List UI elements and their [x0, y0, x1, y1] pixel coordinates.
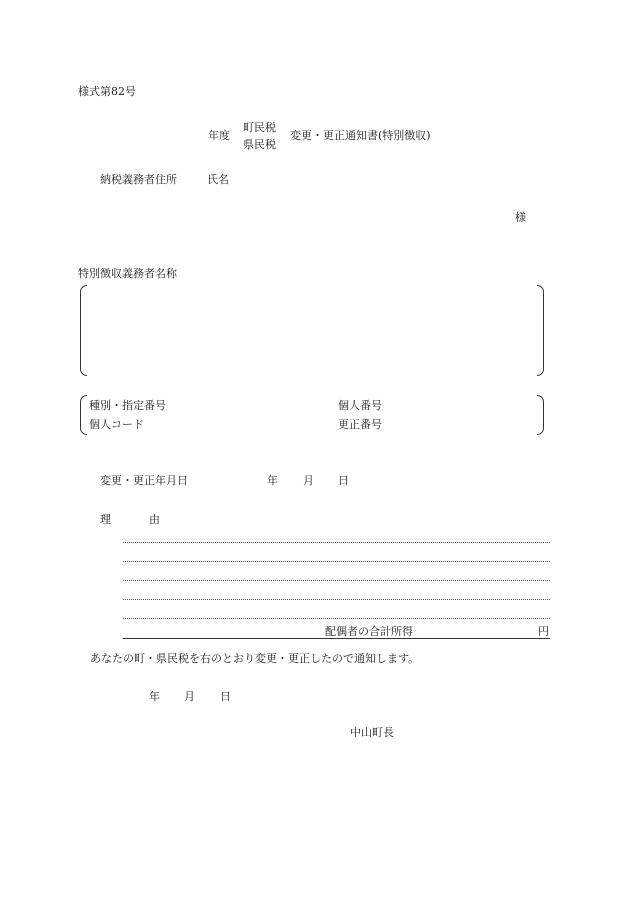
reason-line	[123, 561, 550, 562]
collector-bracket-right	[537, 285, 544, 376]
codes-bracket-right	[537, 395, 544, 435]
spouse-income-underline	[123, 638, 550, 639]
spouse-income-unit: 円	[538, 625, 549, 638]
title-tax-town: 町民税	[243, 121, 276, 134]
change-date-year: 年	[267, 474, 278, 487]
type-designation-label: 種別・指定番号	[89, 399, 166, 412]
issue-date-day: 日	[220, 690, 231, 703]
personal-code-label: 個人コード	[89, 418, 144, 431]
honorific: 様	[515, 211, 526, 224]
reason-line	[123, 599, 550, 600]
reason-line	[123, 580, 550, 581]
correction-number-label: 更正番号	[338, 418, 382, 431]
taxpayer-address-label: 納税義務者住所	[100, 173, 177, 186]
title-name: 変更・更正通知書(特別徴収)	[290, 129, 431, 142]
title-year: 年度	[208, 129, 230, 142]
spouse-income-label: 配偶者の合計所得	[325, 625, 413, 638]
reason-label-1: 理	[100, 513, 111, 526]
change-date-day: 日	[338, 474, 349, 487]
reason-label-2: 由	[149, 513, 160, 526]
codes-bracket-left	[80, 395, 87, 435]
collector-name-label: 特別徴収義務者名称	[78, 267, 177, 280]
issue-date-year: 年	[149, 690, 160, 703]
reason-line	[123, 618, 550, 619]
title-tax-prefecture: 県民税	[243, 138, 276, 151]
change-date-label: 変更・更正年月日	[100, 474, 188, 487]
individual-number-label: 個人番号	[338, 399, 382, 412]
change-date-month: 月	[303, 474, 314, 487]
notice-text: あなたの町・県民税を右のとおり変更・更正したので通知します。	[90, 652, 420, 665]
collector-bracket-left	[80, 285, 87, 376]
reason-line	[123, 542, 550, 543]
form-number: 様式第82号	[78, 85, 136, 98]
issue-date-month: 月	[184, 690, 195, 703]
issuer: 中山町長	[350, 726, 394, 739]
taxpayer-name-label: 氏名	[207, 173, 229, 186]
